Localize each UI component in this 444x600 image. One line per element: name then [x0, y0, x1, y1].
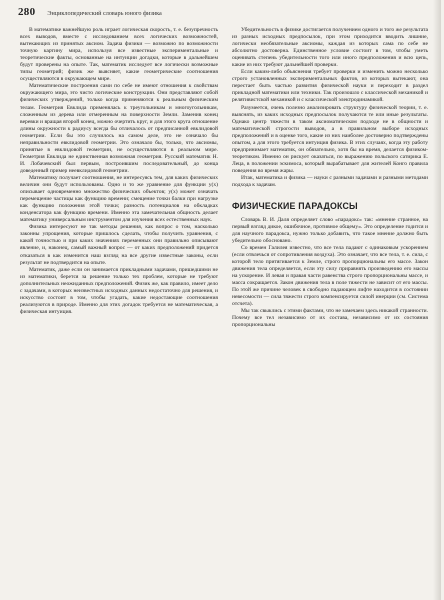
section-title: ФИЗИЧЕСКИЕ ПАРАДОКСЫ: [232, 201, 358, 212]
paragraph: Математик, даже если он занимается прикладными задачами, пришедшими не из математики, берется за решение только тех проблем, которые не требуют дополнительных неожиданных предположений. Физик же, как правило, имеет дело с задачами, в которых неизвестных исходных данных недостаточно для решения, и искусство состоит в том, чтобы угадать, какие недостающие соотношения реализуются в природе. Именно для этих догадок требуется не математическая, а физическая интуиция.: [20, 266, 218, 315]
paragraph: Со времен Галилея известно, что все тела падают с одинаковым ускорением (если отвлечься от сопротивления воздуха). Это означает, что все тела, т. е. сила, с которой тело притягивается к Земле, строго пропорциональны его массе. Закон движения тела определяется, если эту силу приравнять произведению его массы на ускорение. И левая и правая части равенства строго пропорциональны массе, и масса сокращается. Закон движения тела в поле тяжести не зависит от его массы. По этой же причине человек в свободно падающем лифте находится в состоянии невесомости — сила тяжести строго компенсируется силой инерции (см. Система отсчета).: [232, 244, 428, 308]
paragraph: Словарь В. И. Даля определяет слово «парадокс» так: «мнение странное, на первый взгляд дикое, ошибочное, противное общему». Это определение годится и для научного парадокса, нужно только добавить, что такое мнение должно быть убедительно обосновано.: [232, 216, 428, 244]
page-header: [18, 6, 426, 28]
left-column: [20, 27, 218, 592]
paragraph: Разумеется, очень полезно анализировать структуру физической теории, т. е. выяснять, из каких исходных предпосылок получаются те или иные результаты. Однако центр тяжести в таком аксиоматическом подходе не в общности и математической строгости выводов, а в правильном выборе исходных предположений и в оценке того, какие из них наиболее достоверно подтверждены опытом, а для этого требуется интуиция физика. В этих случаях, когда эту работу предпринимает математик, он обязательно, хотя бы на время, делается физиком-теоретиком. Именно он рискует оказаться, по выражению польского сатирика Е. Леца, в положении эскимоса, который вырабатывает для жителей Конго правила поведения во время жары.: [232, 104, 428, 174]
page-edge-shadow: [433, 0, 441, 600]
paragraph: В математике важнейшую роль играет логическая скорость, т. е. безупречность всех выводов, вместе с исследованием всех логических возможностей, вытекающих из принятых аксиом. Задача физики — возможно по возможности точную картину мира, используя все известные экспериментальные и теоретические факты, основанные на интуиции догадки, которые в дальнейшем будут проверены на опыте. Так, математик исследует все логически возможные типы геометрий; физик же выясняет, какие геометрические соотношения осуществляются в окружающем мире.: [20, 27, 218, 83]
paragraph: Математические построения сами по себе не имеют отношения к свойствам окружающего мира, это чисто логические конструкции. Они представляют собой физических утверждений, только когда применяются к реальным физическим телам. Геометрия Евклида применялась к треугольникам и многоугольникам, сложенным из дерева или отмеренным на поверхности Земли. Заменив конец веревки и вращая второй конец, можно очертить круг, и для этого круга отношение длины окружности к радиусу всегда бы отличалось от предписанной евклидовой геометрии. Если бы это случилось на самом деле, это не означало бы неправильности евклидовой геометрии. Это означало бы, только, что аксиомы, принятые в евклидовой геометрии, не осуществляются в реальном мире. Геометрия Евклида не единственная возможная геометрия. Русский математик Н. И. Лобачевский был первым, построившим последовательный, до конца доведенный пример неевклидовой геометрии.: [20, 83, 218, 174]
running-head: Энциклопедический словарь юного физика: [47, 10, 162, 17]
paragraph: Мы так свыклись с этими фактами, что не замечаем здесь никакой странности. Почему все тел независимо от их состава, независимо от их состояния пропорциональны: [232, 308, 428, 329]
page-number: 280: [18, 6, 36, 18]
paragraph: Физика интересуют не так методы решения, как вопрос о том, насколько законны упрощения, которые пришлось сделать, чтобы получить уравнения, с какой точностью и при каких значениях переменных они правильно описывают явление, и, наконец, самый важный вопрос — от каких предположений придется отказаться в как изменится наш взгляд на все другие известные законы, если результат не подтвердится на опыте.: [20, 224, 218, 266]
paragraph: Убедительность в физике достигается получением одного и того же результата из разных исходных предпосылок, при этом приходится вводить лишние, логически необязательные аксиомы, каждая из которых сама по себе не абсолютно достоверна. Единственное условие состоит в том, чтобы уметь оценивать степень убедительности того или иного предположения и всю цепь, какие из них требуют дальнейшей проверки.: [232, 27, 428, 69]
paragraph: Математику получает соотношения, не интересуясь тем, для каких физических величин они будут использованы. Одно и то же уравнение для функции y(x) описывает одновременно множество физических объектов; y(x) может означать перемещение частицы как функцию времени; смещение точки балки при нагрузке как функцию положения этой точки; разность потенциалов на обкладках конденсатора как функцию времени. Именно эта замечательная общность делает математику универсальным инструментом для изучения всех естественных наук.: [20, 174, 218, 224]
paragraph: Итак, математика и физика — науки с разными задачами и разными методами подхода к задачам.: [232, 174, 428, 189]
paragraph: Если каким-либо объяснения требует проверки и изменить можно несколько строго установленных экспериментальных фактов, из которых вытекают, она перестает быть частью развития физической науки и переходит в раздел прикладной математики или техники. Так произошло с классической механикой и релятивистской механикой и с классической электродинамикой.: [232, 69, 428, 104]
right-column: [232, 27, 428, 592]
